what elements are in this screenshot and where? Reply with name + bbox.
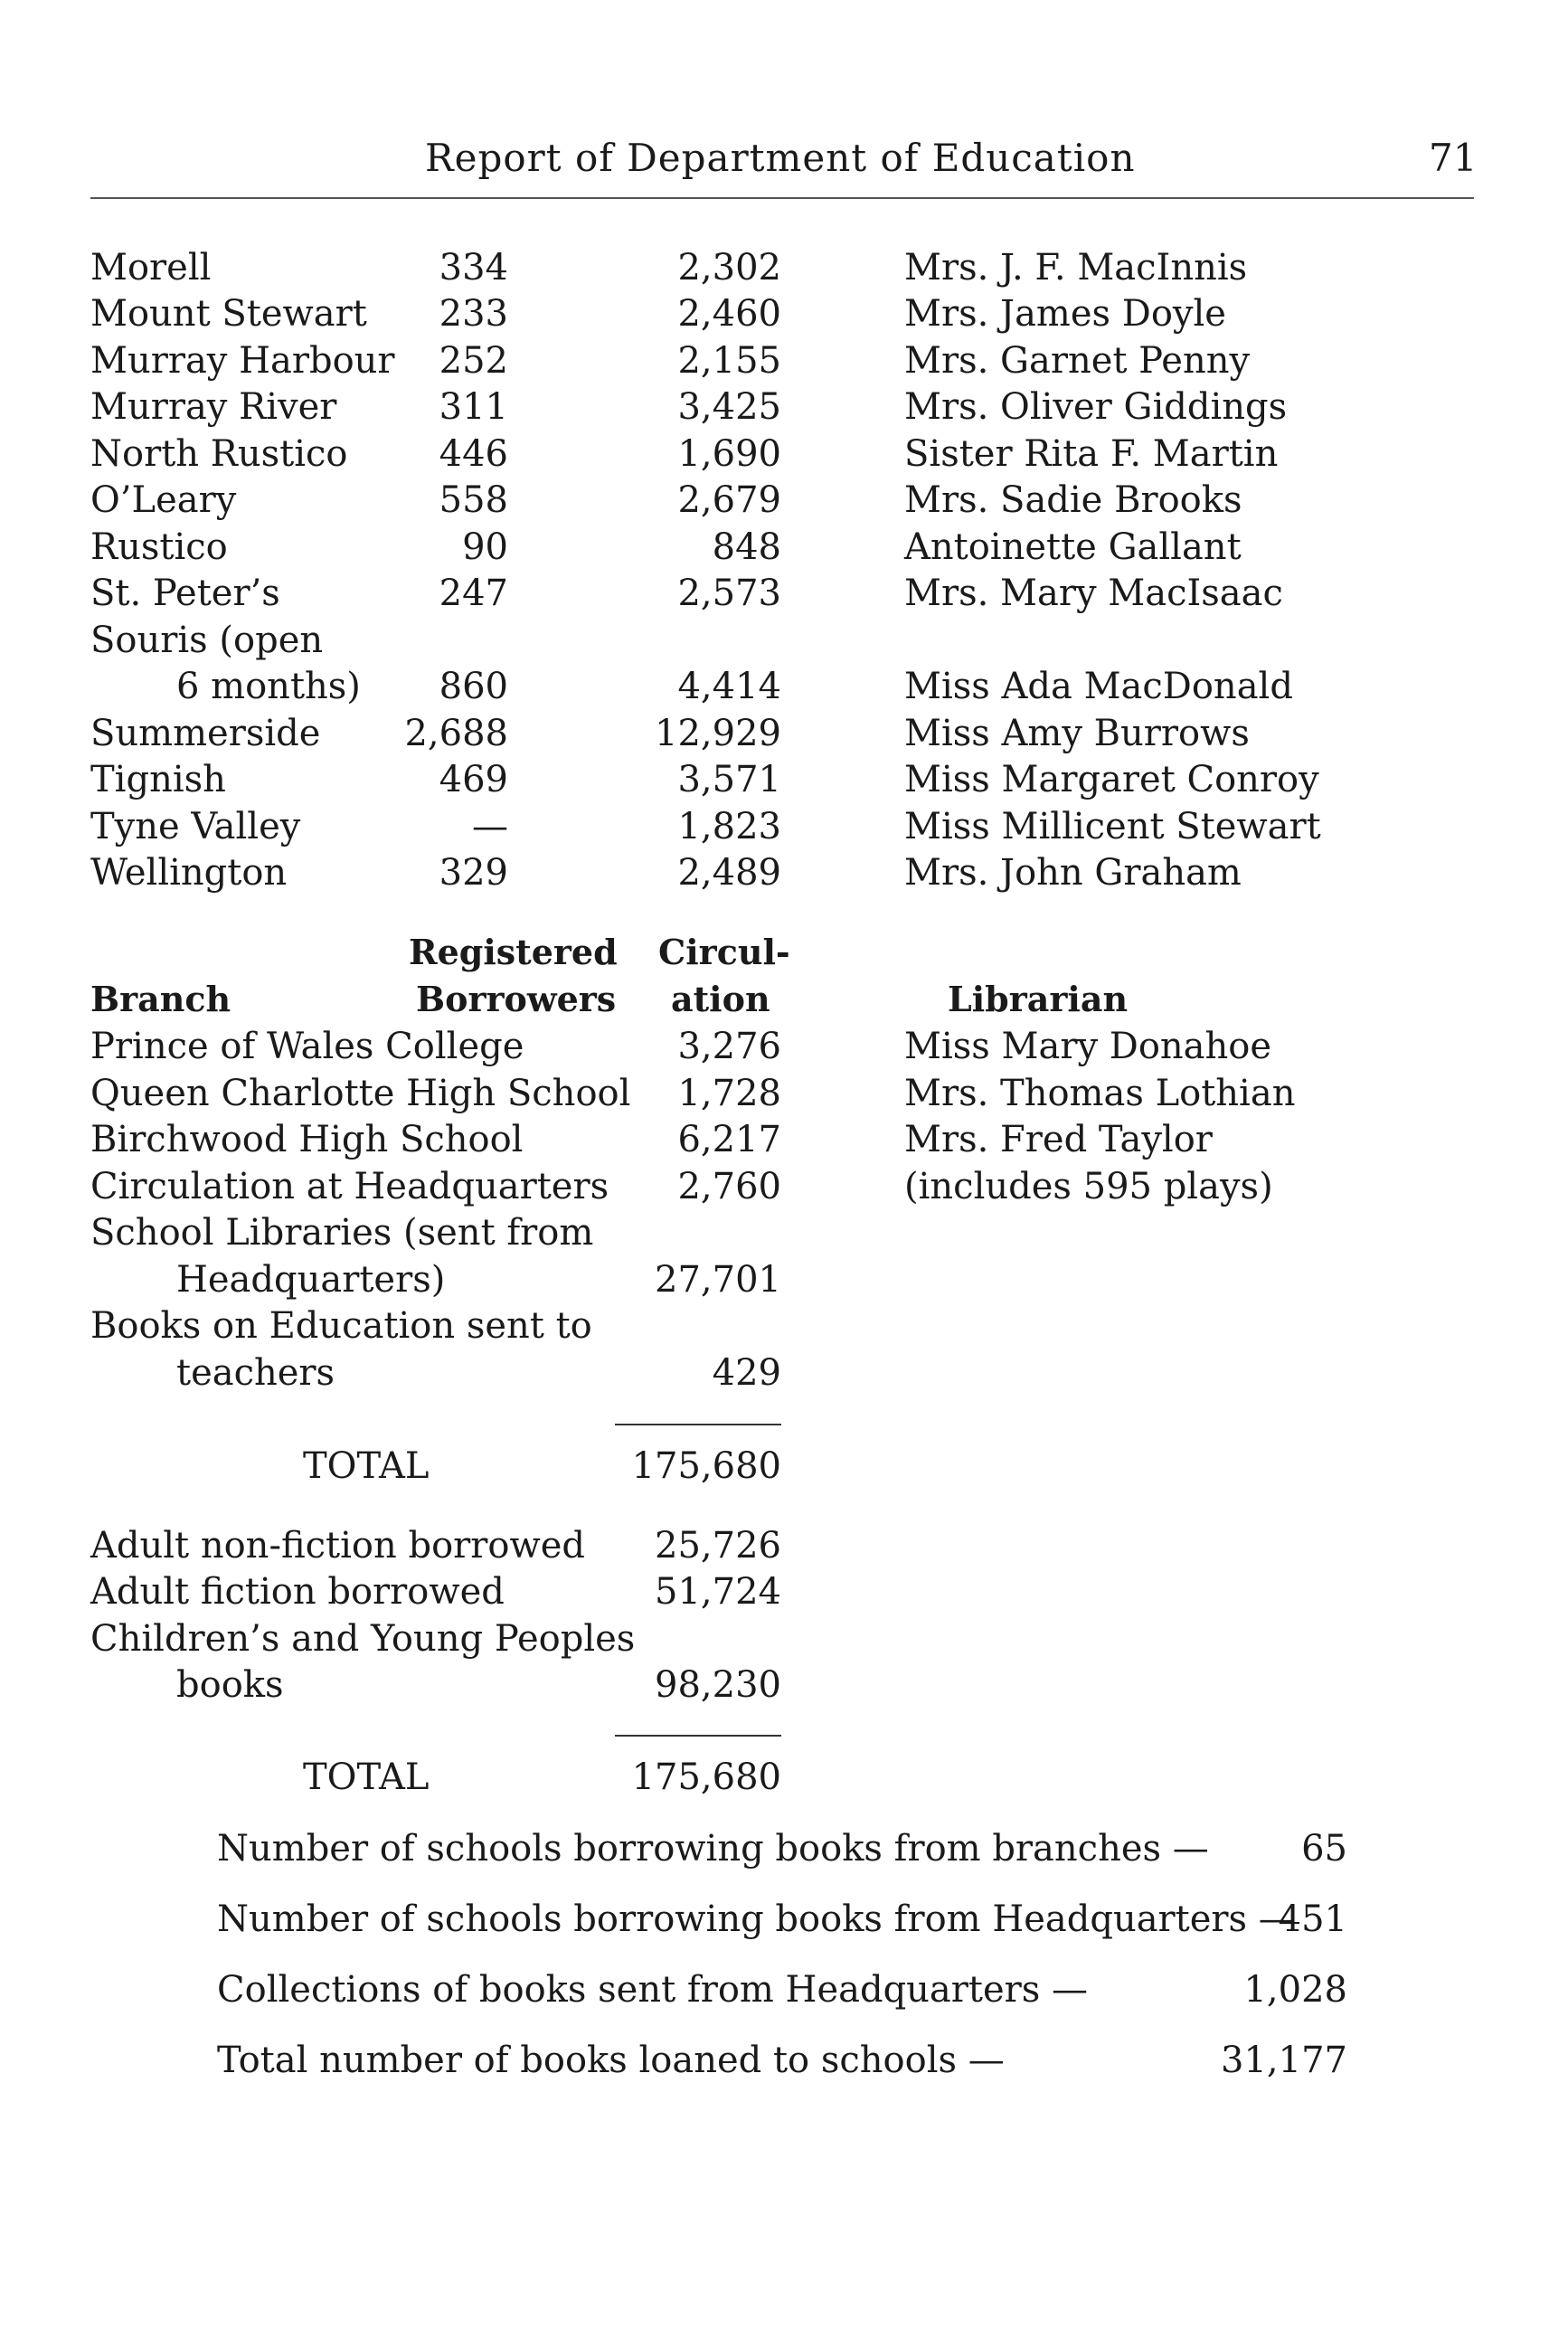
summary-label: Total number of books loaned to schools — bbox=[217, 2040, 1005, 2081]
library-name: Mount Stewart bbox=[90, 293, 367, 335]
circulation-source: teachers bbox=[176, 1352, 335, 1394]
header-rule bbox=[90, 197, 1474, 199]
summary-label: Collections of books sent from Headquarters — bbox=[217, 1969, 1089, 2011]
registered-value: 446 bbox=[439, 433, 508, 475]
breakdown-value: 51,724 bbox=[655, 1571, 781, 1613]
librarian-name: Miss Amy Burrows bbox=[904, 713, 1250, 754]
circulation-value: 848 bbox=[712, 526, 781, 568]
summary-value: 1,028 bbox=[1243, 1969, 1347, 2011]
registered-value: 860 bbox=[439, 666, 508, 707]
registered-value: 247 bbox=[439, 573, 508, 614]
circulation-source: School Libraries (sent from bbox=[90, 1212, 594, 1254]
breakdown-label: Children’s and Young Peoples bbox=[90, 1618, 636, 1660]
circulation-source: Headquarters) bbox=[176, 1259, 446, 1301]
library-name: O’Leary bbox=[90, 479, 237, 521]
librarian-name: Miss Ada MacDonald bbox=[904, 666, 1293, 707]
circulation-source: Prince of Wales College bbox=[90, 1026, 524, 1067]
circulation-source: Birchwood High School bbox=[90, 1119, 524, 1160]
librarian-name: Mrs. Oliver Giddings bbox=[904, 386, 1288, 428]
summary-value: 65 bbox=[1301, 1828, 1347, 1870]
summary-row bbox=[217, 1892, 1347, 1946]
circulation-value: 3,571 bbox=[677, 759, 781, 800]
total-rule bbox=[615, 1424, 781, 1425]
registered-value: 90 bbox=[462, 526, 508, 568]
library-name: Tyne Valley bbox=[90, 806, 301, 847]
summary-row bbox=[217, 1822, 1347, 1876]
librarian-note: (includes 595 plays) bbox=[904, 1166, 1273, 1207]
registered-value: 334 bbox=[439, 247, 508, 289]
circulation-value: 3,425 bbox=[677, 386, 781, 428]
circulation-value: 6,217 bbox=[677, 1119, 781, 1160]
circulation-value: 2,460 bbox=[677, 293, 781, 335]
library-row bbox=[0, 338, 1568, 383]
librarian-name: Mrs. J. F. MacInnis bbox=[904, 247, 1248, 289]
library-name: Wellington bbox=[90, 852, 288, 894]
library-row bbox=[0, 850, 1568, 895]
registered-header-line1: Registered bbox=[409, 932, 618, 972]
circulation-value: 1,690 bbox=[677, 433, 781, 475]
total-value: 175,680 bbox=[631, 1756, 781, 1798]
librarian-name: Miss Mary Donahoe bbox=[904, 1026, 1272, 1067]
breakdown-value: 25,726 bbox=[655, 1525, 781, 1567]
library-row bbox=[0, 757, 1568, 802]
library-row bbox=[0, 664, 1568, 709]
librarian-header: Librarian bbox=[948, 979, 1129, 1019]
library-name: Souris (open bbox=[90, 620, 324, 661]
breakdown-label: Adult fiction borrowed bbox=[90, 1571, 505, 1613]
library-name: 6 months) bbox=[176, 666, 361, 707]
breakdown-row bbox=[0, 1616, 1568, 1662]
registered-value: 252 bbox=[439, 340, 508, 382]
library-row bbox=[0, 431, 1568, 477]
library-row bbox=[0, 571, 1568, 616]
library-name: Tignish bbox=[90, 759, 226, 800]
registered-value: 311 bbox=[439, 386, 508, 428]
library-row bbox=[0, 525, 1568, 570]
circulation-row bbox=[0, 1071, 1568, 1116]
breakdown-value: 98,230 bbox=[655, 1664, 781, 1706]
circulation-value: 2,679 bbox=[677, 479, 781, 521]
circulation-value: 2,302 bbox=[677, 247, 781, 289]
summary-row bbox=[217, 1963, 1347, 2017]
circulation-header-line1: Circul- bbox=[658, 932, 790, 972]
library-row bbox=[0, 384, 1568, 430]
circulation-source: Circulation at Headquarters bbox=[90, 1166, 609, 1207]
circulation-row bbox=[0, 1164, 1568, 1209]
running-header-title: Report of Department of Education bbox=[425, 136, 1136, 180]
summary-label: Number of schools borrowing books from branches — bbox=[217, 1828, 1209, 1870]
total-label: TOTAL bbox=[303, 1445, 430, 1487]
circulation-header-line2: ation bbox=[671, 979, 770, 1019]
circulation-value: 2,573 bbox=[677, 573, 781, 614]
circulation-row bbox=[0, 1350, 1568, 1396]
librarian-name: Miss Millicent Stewart bbox=[904, 806, 1321, 847]
library-row bbox=[0, 618, 1568, 663]
total-row bbox=[0, 1444, 1568, 1489]
registered-header-line2: Borrowers bbox=[416, 979, 617, 1019]
summary-row bbox=[217, 2033, 1347, 2088]
librarian-name: Miss Margaret Conroy bbox=[904, 759, 1319, 800]
librarian-name: Antoinette Gallant bbox=[904, 526, 1242, 568]
library-name: Morell bbox=[90, 247, 212, 289]
breakdown-label: Adult non-fiction borrowed bbox=[90, 1525, 585, 1567]
breakdown-row bbox=[0, 1523, 1568, 1568]
circulation-row bbox=[0, 1117, 1568, 1162]
circulation-value: 2,155 bbox=[677, 340, 781, 382]
librarian-name: Mrs. Mary MacIsaac bbox=[904, 573, 1283, 614]
circulation-row bbox=[0, 1024, 1568, 1069]
breakdown-row bbox=[0, 1662, 1568, 1708]
librarian-name: Mrs. Fred Taylor bbox=[904, 1119, 1213, 1160]
librarian-name: Mrs. Garnet Penny bbox=[904, 340, 1251, 382]
total-value: 175,680 bbox=[631, 1445, 781, 1487]
total-rule bbox=[615, 1735, 781, 1737]
circulation-source: Queen Charlotte High School bbox=[90, 1073, 631, 1114]
circulation-value: 2,760 bbox=[677, 1166, 781, 1207]
registered-value: 233 bbox=[439, 293, 508, 335]
circulation-value: 12,929 bbox=[655, 713, 781, 754]
library-name: Summerside bbox=[90, 713, 321, 754]
total-row bbox=[0, 1755, 1568, 1800]
summary-value: 31,177 bbox=[1221, 2040, 1347, 2081]
circulation-source: Books on Education sent to bbox=[90, 1305, 592, 1347]
circulation-value: 429 bbox=[712, 1352, 781, 1394]
breakdown-row bbox=[0, 1569, 1568, 1614]
library-row bbox=[0, 711, 1568, 756]
registered-value: 329 bbox=[439, 852, 508, 894]
circulation-value: 27,701 bbox=[655, 1259, 781, 1301]
library-name: St. Peter’s bbox=[90, 573, 280, 614]
library-name: Rustico bbox=[90, 526, 228, 568]
library-row bbox=[0, 245, 1568, 290]
library-row bbox=[0, 804, 1568, 849]
breakdown-label: books bbox=[176, 1664, 284, 1706]
branch-header: Branch bbox=[90, 979, 231, 1019]
registered-value: 469 bbox=[439, 759, 508, 800]
circulation-value: 2,489 bbox=[677, 852, 781, 894]
registered-value: 558 bbox=[439, 479, 508, 521]
circulation-value: 1,728 bbox=[677, 1073, 781, 1114]
total-label: TOTAL bbox=[303, 1756, 430, 1798]
circulation-value: 1,823 bbox=[677, 806, 781, 847]
circulation-value: 4,414 bbox=[677, 666, 781, 707]
library-name: Murray River bbox=[90, 386, 337, 428]
librarian-name: Mrs. John Graham bbox=[904, 852, 1242, 894]
library-name: Murray Harbour bbox=[90, 340, 395, 382]
library-name: North Rustico bbox=[90, 433, 348, 475]
summary-label: Number of schools borrowing books from Headquarters — bbox=[217, 1898, 1295, 1940]
registered-value: — bbox=[472, 806, 508, 847]
librarian-name: Sister Rita F. Martin bbox=[904, 433, 1279, 475]
summary-value: 451 bbox=[1278, 1898, 1347, 1940]
librarian-name: Mrs. Sadie Brooks bbox=[904, 479, 1242, 521]
library-row bbox=[0, 478, 1568, 523]
page-number: 71 bbox=[1429, 136, 1478, 180]
circulation-row bbox=[0, 1257, 1568, 1302]
circulation-value: 3,276 bbox=[677, 1026, 781, 1067]
library-row bbox=[0, 291, 1568, 336]
circulation-row bbox=[0, 1303, 1568, 1349]
circulation-row bbox=[0, 1210, 1568, 1255]
registered-value: 2,688 bbox=[404, 713, 508, 754]
librarian-name: Mrs. Thomas Lothian bbox=[904, 1073, 1296, 1114]
librarian-name: Mrs. James Doyle bbox=[904, 293, 1226, 335]
